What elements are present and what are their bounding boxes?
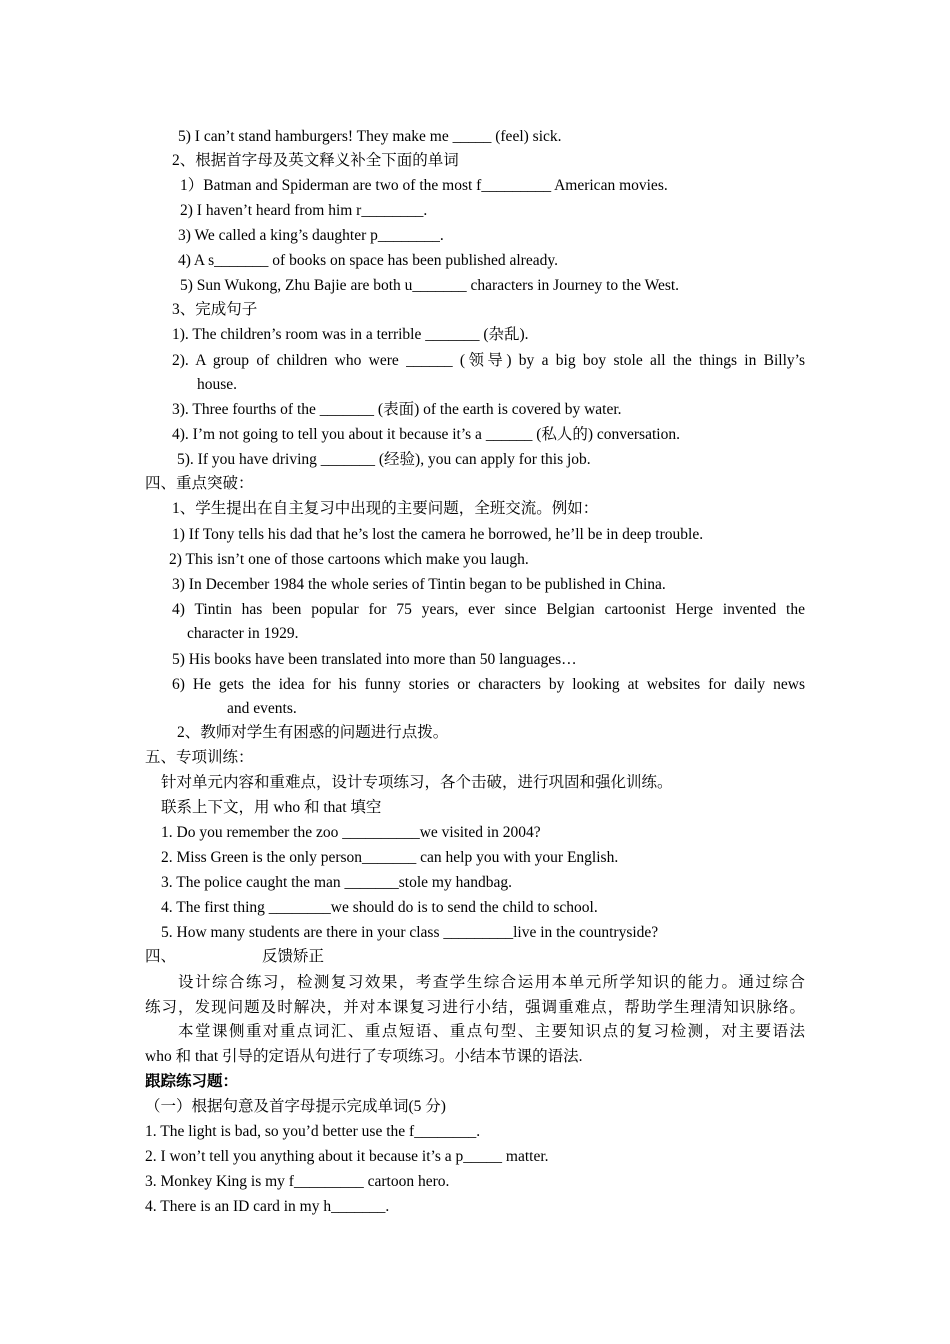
instruction: 联系上下文，用 who 和 that 填空 bbox=[161, 799, 382, 816]
paragraph: 设计综合练习，检测复习效果，考查学生综合运用本单元所学知识的能力。通过综合 bbox=[178, 974, 805, 991]
example-sentence: 6) He gets the idea for his funny stories or characters by looking at websites for daily news bbox=[172, 676, 805, 693]
exercise-item: 4. There is an ID card in my h_______. bbox=[145, 1198, 390, 1215]
exercise-item: 2). A group of children who were ______ (领导) by a big boy stole all the things in Billy’s bbox=[172, 352, 805, 369]
paragraph-continuation: who 和 that 引导的定语从句进行了专项练习。小结本节课的语法. bbox=[145, 1048, 583, 1065]
exercise-item: 4). I’m not going to tell you about it because it’s a ______ (私人的) conversation. bbox=[172, 426, 680, 443]
example-sentence: 2) This isn’t one of those cartoons which make you laugh. bbox=[169, 551, 529, 568]
section-heading: 3、完成句子 bbox=[172, 301, 258, 318]
exercise-item: 5. How many students are there in your class _________live in the countryside? bbox=[161, 924, 659, 941]
exercise-item: 3) We called a king’s daughter p________. bbox=[178, 227, 444, 244]
exercise-item: 3). Three fourths of the _______ (表面) of the earth is covered by water. bbox=[172, 401, 622, 418]
exercise-item: 2) I haven’t heard from him r________. bbox=[180, 202, 428, 219]
exercise-item: 1. The light is bad, so you’d better use the f________. bbox=[145, 1123, 481, 1140]
section-heading-number: 四、 bbox=[145, 948, 177, 965]
sub-heading: （一）根据句意及首字母提示完成单词(5 分) bbox=[145, 1098, 446, 1115]
paragraph: 针对单元内容和重难点，设计专项练习，各个击破，进行巩固和强化训练。 bbox=[161, 774, 673, 791]
paragraph: 本堂课侧重对重点词汇、重点短语、重点句型、主要知识点的复习检测，对主要语法 bbox=[178, 1023, 805, 1040]
exercise-item: 5) I can’t stand hamburgers! They make me _____ (feel) sick. bbox=[178, 128, 562, 145]
exercise-item: 4) A s_______ of books on space has been published already. bbox=[178, 252, 558, 269]
example-sentence: 4) Tintin has been popular for 75 years, ever since Belgian cartoonist Herge invented the bbox=[172, 601, 805, 618]
section-heading: 五、专项训练： bbox=[145, 749, 254, 766]
example-sentence: 5) His books have been translated into more than 50 languages… bbox=[172, 651, 577, 668]
exercise-item: 3. Monkey King is my f_________ cartoon hero. bbox=[145, 1173, 450, 1190]
example-sentence: 1) If Tony tells his dad that he’s lost the camera he borrowed, he’ll be in deep trouble. bbox=[172, 526, 704, 543]
section-heading: 跟踪练习题： bbox=[145, 1073, 239, 1090]
paragraph-continuation: 练习，发现问题及时解决，并对本课复习进行小结，强调重难点，帮助学生理清知识脉络。 bbox=[145, 999, 805, 1016]
section-heading: 2、根据首字母及英文释义补全下面的单词 bbox=[172, 152, 459, 169]
paragraph: 2、教师对学生有困惑的问题进行点拨。 bbox=[177, 724, 449, 741]
exercise-item: 5) Sun Wukong, Zhu Bajie are both u_______ characters in Journey to the West. bbox=[180, 277, 680, 294]
exercise-item: 1）Batman and Spiderman are two of the most f_________ American movies. bbox=[180, 177, 668, 194]
example-sentence-continuation: character in 1929. bbox=[187, 625, 299, 642]
exercise-item: 5). If you have driving _______ (经验), you can apply for this job. bbox=[177, 451, 591, 468]
exercise-item-continuation: house. bbox=[197, 376, 238, 393]
exercise-item: 4. The first thing ________we should do is to send the child to school. bbox=[161, 899, 598, 916]
section-heading: 四、重点突破： bbox=[145, 475, 254, 492]
example-sentence-continuation: and events. bbox=[227, 700, 297, 717]
section-heading: 反馈矫正 bbox=[262, 948, 325, 965]
example-sentence: 3) In December 1984 the whole series of Tintin began to be published in China. bbox=[172, 576, 666, 593]
exercise-item: 2. I won’t tell you anything about it because it’s a p_____ matter. bbox=[145, 1148, 549, 1165]
paragraph: 1、学生提出在自主复习中出现的主要问题，全班交流。例如： bbox=[172, 500, 599, 517]
exercise-item: 1. Do you remember the zoo __________we visited in 2004? bbox=[161, 824, 541, 841]
exercise-item: 3. The police caught the man _______stole my handbag. bbox=[161, 874, 512, 891]
exercise-item: 1). The children’s room was in a terrible _______ (杂乱). bbox=[172, 326, 529, 343]
exercise-item: 2. Miss Green is the only person_______ can help you with your English. bbox=[161, 849, 619, 866]
